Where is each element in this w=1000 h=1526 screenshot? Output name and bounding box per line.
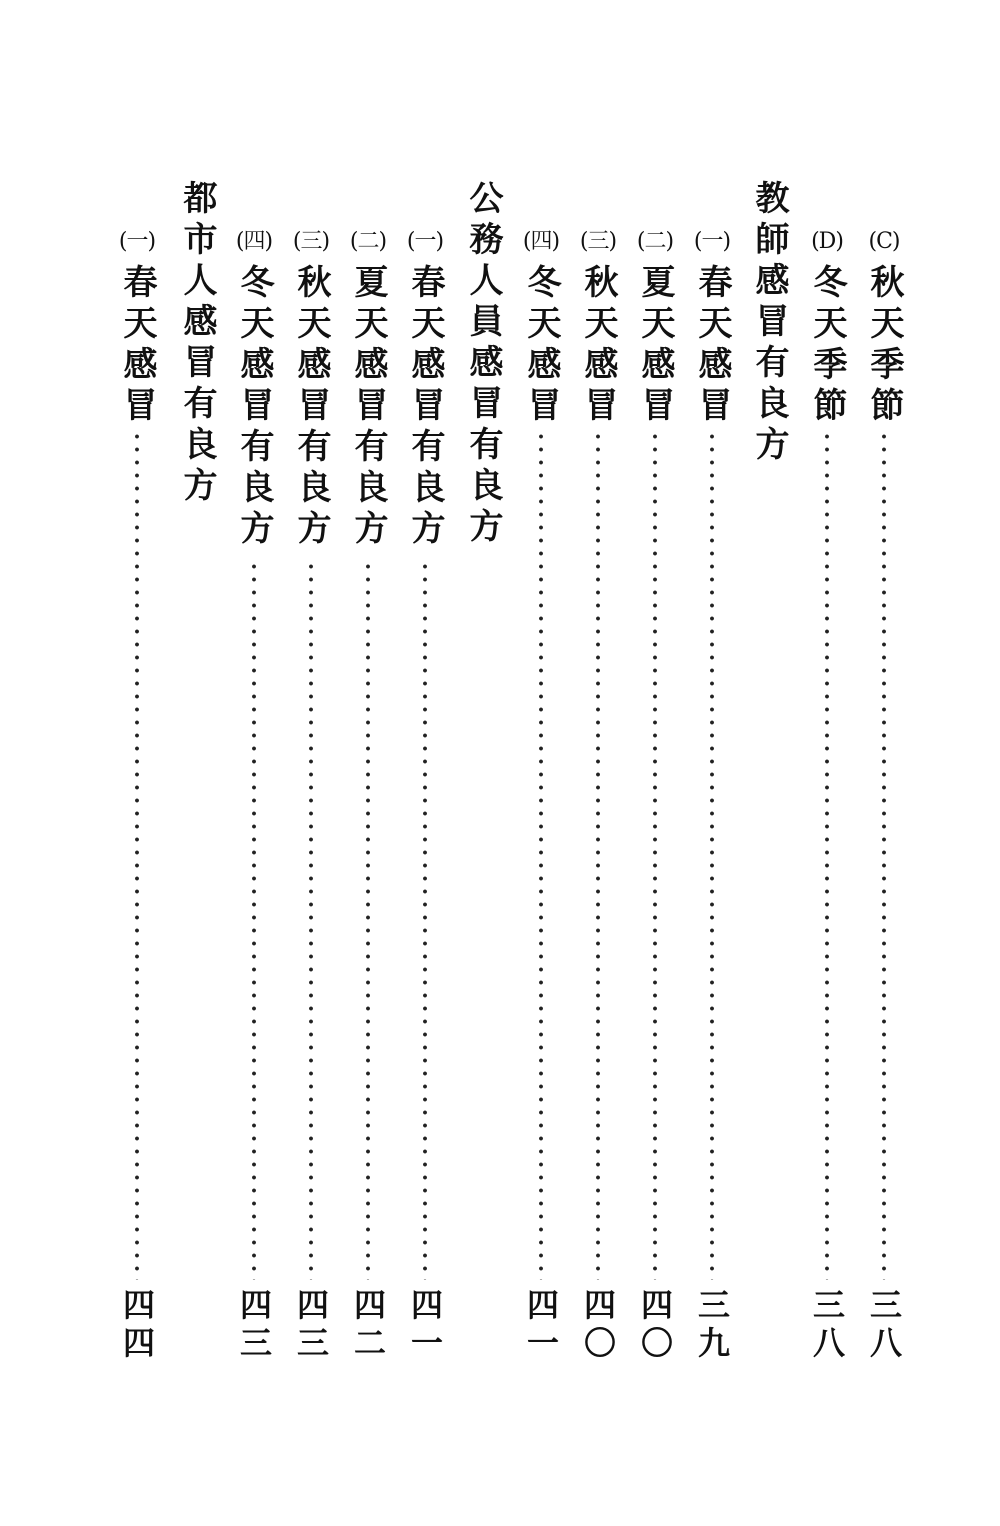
entry-title: 春天感冒 xyxy=(117,264,157,428)
entry-page-number: 四三 xyxy=(235,1288,273,1364)
entry-marker: (C) xyxy=(868,229,900,254)
entry-marker: (四) xyxy=(522,229,560,254)
leader-dots xyxy=(536,430,546,1280)
entry-title: 春天感冒有良方 xyxy=(405,264,445,551)
section-heading: 教師感冒有良方 xyxy=(749,180,789,467)
section-heading-civil-servants xyxy=(461,180,505,549)
leader-dots xyxy=(650,430,660,1280)
entry-title: 秋天季節 xyxy=(864,264,904,428)
entry-title: 冬天季節 xyxy=(807,264,847,428)
section-heading-city-dwellers xyxy=(175,180,219,508)
entry-title: 冬天感冒 xyxy=(521,264,561,428)
toc-entry-civil-spring-cold xyxy=(403,228,447,551)
entry-title: 夏天感冒有良方 xyxy=(348,264,388,551)
leader-dots xyxy=(306,560,316,1280)
toc-entry-teacher-winter-cold xyxy=(519,228,563,428)
entry-title: 秋天感冒 xyxy=(578,264,618,428)
entry-marker: (一) xyxy=(693,229,731,254)
entry-page-number: 三八 xyxy=(808,1288,846,1364)
toc-entry-winter-season xyxy=(805,228,849,428)
leader-dots xyxy=(249,560,259,1280)
entry-page-number: 四一 xyxy=(522,1288,560,1364)
leader-dots xyxy=(132,430,142,1280)
entry-title: 秋天感冒有良方 xyxy=(291,264,331,551)
entry-page-number: 三九 xyxy=(693,1288,731,1364)
entry-page-number: 四〇 xyxy=(636,1288,674,1364)
entry-page-number: 四一 xyxy=(406,1288,444,1364)
leader-dots xyxy=(707,430,717,1280)
toc-entry-city-spring-cold xyxy=(115,228,159,428)
toc-entry-teacher-spring-cold xyxy=(690,228,734,428)
entry-page-number: 四二 xyxy=(349,1288,387,1364)
toc-entry-civil-summer-cold xyxy=(346,228,390,551)
entry-marker: (D) xyxy=(811,229,843,254)
entry-marker: (四) xyxy=(235,229,273,254)
entry-page-number: 四〇 xyxy=(579,1288,617,1364)
entry-page-number: 三八 xyxy=(865,1288,903,1364)
entry-title: 春天感冒 xyxy=(692,264,732,428)
entry-marker: (一) xyxy=(406,229,444,254)
entry-marker: (三) xyxy=(579,229,617,254)
leader-dots xyxy=(363,560,373,1280)
leader-dots xyxy=(822,430,832,1280)
entry-page-number: 四四 xyxy=(118,1288,156,1364)
entry-title: 冬天感冒有良方 xyxy=(234,264,274,551)
leader-dots xyxy=(879,430,889,1280)
entry-marker: (三) xyxy=(292,229,330,254)
toc-entry-teacher-autumn-cold xyxy=(576,228,620,428)
entry-page-number: 四三 xyxy=(292,1288,330,1364)
leader-dots xyxy=(593,430,603,1280)
entry-marker: (二) xyxy=(636,229,674,254)
section-heading: 公務人員感冒有良方 xyxy=(463,180,503,549)
entry-marker: (一) xyxy=(118,229,156,254)
entry-marker: (二) xyxy=(349,229,387,254)
toc-entry-autumn-season xyxy=(862,228,906,428)
entry-title: 夏天感冒 xyxy=(635,264,675,428)
toc-entry-civil-autumn-cold xyxy=(289,228,333,551)
toc-entry-teacher-summer-cold xyxy=(633,228,677,428)
section-heading-teachers xyxy=(747,180,791,467)
section-heading: 都市人感冒有良方 xyxy=(177,180,217,508)
toc-entry-civil-winter-cold xyxy=(232,228,276,551)
leader-dots xyxy=(420,560,430,1280)
